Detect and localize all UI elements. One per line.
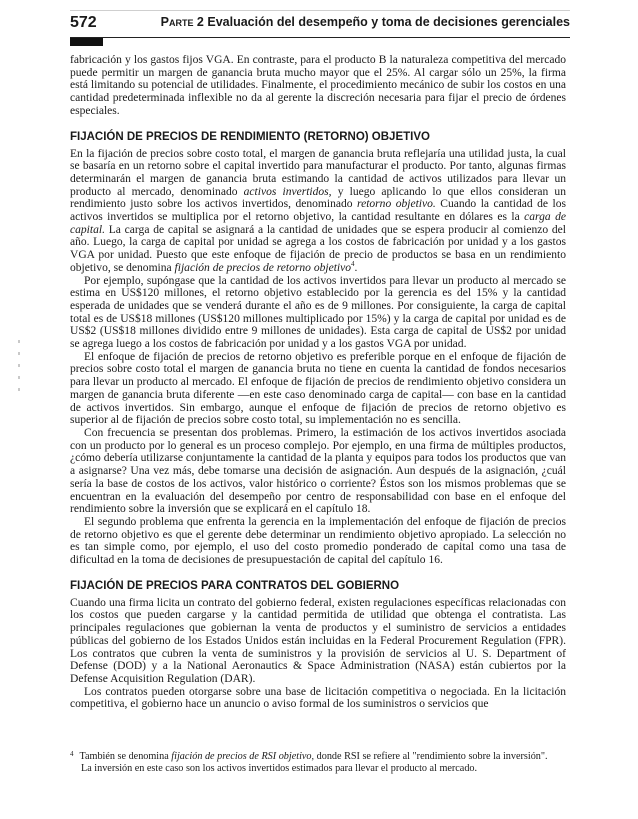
section1-paragraph-5: El segundo problema que enfrenta la gerencia en la implementación del enfoque de fijación de precios de retorno objetivo es que el gerente debe determinar un rendimiento objetivo apropiado. La selección no es tan simple como, por ejemplo, el uso del costo promedio ponderado de capital como una tasa de dificultad en la toma de decisiones de presupuestación de capital del capítulo 16. xyxy=(70,515,566,567)
header-rule xyxy=(70,37,570,38)
section-heading-government-contracts: FIJACIÓN DE PRECIOS PARA CONTRATOS DEL GOBIERNO xyxy=(70,579,400,592)
section1-paragraph-3: El enfoque de fijación de precios de retorno objetivo es preferible porque en el enfoque de fijación de precios sobre costo total el margen de ganancia bruta no tiene en cuenta la cantidad de fondos necesarios para llevar un producto al mercado. El enfoque de fijación de precios de rendimiento objetivo considera un margen de ganancia bruta diferente —en este caso denominado carga de capital— con base en la cantidad de activos invertidos. Sin embargo, aunque el enfoque de fijación de precios de retorno objetivo es superior al de fijación de precios sobre costo total, su implementación no es sencilla. xyxy=(70,350,566,427)
running-title-prefix: Parte xyxy=(160,15,194,29)
header-block-mark xyxy=(70,38,103,46)
section2-paragraph-2: Los contratos pueden otorgarse sobre una base de licitación competitiva o negociada. En la licitación competitiva, el gobierno hace un anuncio o aviso formal de los suministros o servicios que xyxy=(70,685,566,711)
page-number: 572 xyxy=(70,14,97,31)
margin-ticks xyxy=(18,340,22,400)
running-title xyxy=(161,15,570,29)
footnote-line-2: La inversión en este caso son los activos invertidos estimados para llevar el producto al mercado. xyxy=(81,763,478,774)
footnote-line-1: $^4$ También se denomina fijación de precios de RSI objetivo, donde RSI se refiere al "rendimiento sobre la inversión". xyxy=(70,750,548,762)
section1-paragraph-2: Por ejemplo, supóngase que la cantidad de los activos invertidos para llevar un producto al mercado se estima en US$120 millones, el retorno objetivo establecido por la gerencia es del 15% y la cantidad esperada de unidades que se venderá durante el año es de 9 millones. Por consiguiente, la carga de capital total es de US$18 millones (US$120 millones multiplicado por 15%) y la carga de capital por unidad es de US$2 (US$18 millones dividido entre 9 millones de unidades). Esta carga de capital de US$2 por unidad se agrega luego a los costos de fabricación por unidad y a los gastos VGA por unidad. xyxy=(70,274,566,351)
footnote xyxy=(70,748,566,775)
footnote-reference: 4 xyxy=(351,260,355,268)
section2-paragraph-1: Cuando una firma licita un contrato del gobierno federal, existen regulaciones específicas relacionadas con los costos que pueden cargarse y la cantidad permitida de utilidad que obtenga el contratista. Las principales regulaciones que gobiernan la venta de productos y el suministro de servicios a entidades públicas del gobierno de los Estados Unidos están incluidas en la Federal Procurement Regulation (FPR). Los contratos que cubren la venta de suministros y la provisión de servicios al U. S. Department of Defense (DOD) y a la National Aeronautics & Space Administration (NASA) están cubiertos por la Defense Acquisition Regulation (DAR). xyxy=(70,596,566,685)
top-rule xyxy=(70,10,570,11)
section-heading-target-return: FIJACIÓN DE PRECIOS DE RENDIMIENTO (RETORNO) OBJETIVO xyxy=(70,130,430,143)
page-header xyxy=(70,14,570,34)
section1-paragraph-4: Con frecuencia se presentan dos problemas. Primero, la estimación de los activos invertidos asociada con un producto por lo general es un proceso complejo. Por ejemplo, en una firma de múltiples productos, ¿cómo debería utilizarse conjuntamente la cantidad de la planta y equipos para todos los productos que van a asignarse? Una vez más, debe tomarse una decisión de asignación. Aun después de la asignación, ¿cuál sería la base de costos de los activos, valor histórico o corriente? Éstos son los mismos problemas que se encuentran en la evaluación del desempeño por centro de responsabilidad con base en el enfoque del rendimiento sobre la inversión que se explicará en el capítulo 18. xyxy=(70,426,566,516)
page-body xyxy=(70,54,566,711)
section1-paragraph-1: En la fijación de precios sobre costo total, el margen de ganancia bruta reflejaría una utilidad justa, la cual se basaría en un retorno sobre el capital invertido para manufacturar el producto. Por tanto, algunas firmas determinarán el margen de ganancia bruta estimando la cantidad de activos utilizados para llevar un producto al mercado, denominado activos invertidos, y luego aplicando lo que ellos consideran un rendimiento justo sobre los activos invertidos, denominado retorno objetivo. Cuando la cantidad de los activos invertidos se multiplica por el retorno objetivo, la cantidad resultante en dólares es la carga de capital. La carga de capital se asignará a la cantidad de unidades que se espera producir al comienzo del año. Luego, la carga de capital por unidad se agrega a los costos de fabricación por unidad y a los gastos VGA por unidad. Puesto que este enfoque de fijación de precio de productos se basa en un rendimiento objetivo, se denomina fijación de precios de retorno objetivo$^4$. xyxy=(70,147,566,274)
running-title-rest: 2 Evaluación del desempeño y toma de decisiones gerenciales xyxy=(193,15,570,29)
intro-paragraph: fabricación y los gastos fijos VGA. En contraste, para el producto B la naturaleza competitiva del mercado puede permitir un margen de ganancia bruta mucho mayor que el 25%. Al cargar sólo un 25%, la firma está limitando su potencial de utilidades. Finalmente, el procedimiento mecánico de subir los costos en una cantidad predeterminada inflexible no da al gerente la discreción necesaria para fijar el precio de órdenes especiales. xyxy=(70,54,566,117)
footnote-mark: 4 xyxy=(70,750,74,758)
